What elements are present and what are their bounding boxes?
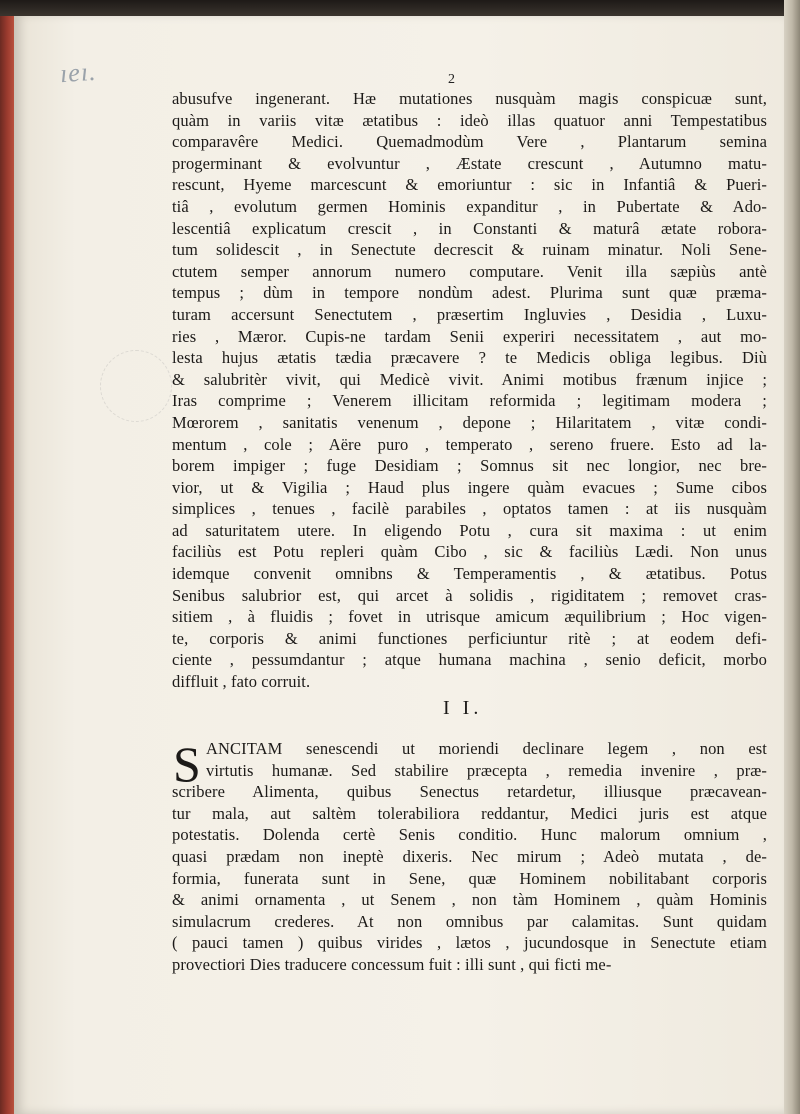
text-line: idemque convenit omnibns & Temperamentis , & ætatibus. Potus <box>172 564 767 584</box>
text-line: tiâ , evolutum germen Hominis expanditur , in Pubertate & Ado- <box>172 196 767 216</box>
paragraph-1 <box>172 88 767 693</box>
text-line: ries , Mæror. Cupis-ne tardam Senii experiri necessitatem , aut mo- <box>172 326 767 346</box>
drop-cap: S <box>173 736 201 792</box>
text-line: turam accersunt Senectutem , præsertim Ingluvies , Desidia , Luxu- <box>172 304 767 324</box>
text-line: potestatis. Dolenda certè Senis conditio. Hunc malorum omnium , <box>172 825 767 845</box>
text-line: borem impiger ; fuge Desidiam ; Somnus sit nec longior, nec bre- <box>172 456 767 476</box>
text-line: quasi prædam non ineptè dixeris. Nec mirum ; Adeò mutata , de- <box>172 846 767 866</box>
text-line: ( pauci tamen ) quibus virides , lætos , jucundosque in Senectute etiam <box>172 933 767 953</box>
top-shadow-edge <box>0 0 800 16</box>
text-line: quàm in variis vitæ ætatibus : ideò illas quatuor anni Tempestatibus <box>172 110 767 130</box>
right-page-edge <box>784 0 800 1114</box>
signature-mark: 2 <box>448 72 455 87</box>
text-line: provectiori Dies traducere concessum fuit : illi sunt , qui ficti me- <box>172 954 612 974</box>
text-line: rescunt, Hyeme marcescunt & emoriuntur : sic in Infantiâ & Pueri- <box>172 175 767 195</box>
text-line: comparavêre Medici. Quemadmodùm Vere , Plantarum semina <box>172 132 767 152</box>
text-line: scribere Alimenta, quibus Senectus retardetur, illiusque præcavean- <box>172 782 767 802</box>
text-line: abusufve ingenerant. Hæ mutationes nusquàm magis conspicuæ sunt, <box>172 89 767 108</box>
text-line: vior, ut & Vigilia ; Haud plus ingere quàm evacues ; Sume cibos <box>172 477 767 497</box>
text-line: virtutis humanæ. Sed stabilire præcepta , remedia invenire , præ- <box>206 760 767 780</box>
text-line: & animi ornamenta , ut Senem , non tàm Hominem , quàm Hominis <box>172 890 767 910</box>
text-line: Senibus salubrior est, qui arcet à solidis , rigiditatem ; removet cras- <box>172 585 767 605</box>
text-line: simulacrum crederes. At non omnibus par calamitas. Sunt quidam <box>172 911 767 931</box>
text-line: Mœrorem , sanitatis venenum , depone ; Hilaritatem , vitæ condi- <box>172 412 767 432</box>
text-line: ad saturitatem utere. In eligendo Potu , cura sit maxima : ut enim <box>172 520 767 540</box>
text-line: tur mala, aut saltèm tolerabiliora reddantur, Medici juris est atque <box>172 803 767 823</box>
text-line: ANCITAM senescendi ut moriendi declinare legem , non est <box>206 739 767 758</box>
text-line: sitiem , à fluidis ; fovet in utrisque amicum æquilibrium ; Hoc vigen- <box>172 607 767 627</box>
handwritten-page-number: ıeı. <box>58 56 98 89</box>
text-line: te, corporis & animi functiones perficiuntur ritè ; at eodem defi- <box>172 628 767 648</box>
text-line: mentum , cole ; Aëre puro , temperato , sereno fruere. Esto ad la- <box>172 434 767 454</box>
text-line: ciente , pessumdantur ; atque humana machina , senio deficit, morbo <box>172 650 767 670</box>
paragraph-2 <box>172 738 767 976</box>
text-line: Iras comprime ; Venerem illicitam reformida ; legitimam modera ; <box>172 391 767 411</box>
text-line: faciliùs est Potu repleri quàm Cibo , sic & faciliùs Lædi. Non unus <box>172 542 767 562</box>
section-number: I I. <box>443 697 483 719</box>
text-line: tum solidescit , in Senectute decrescit & ruinam minatur. Noli Sene- <box>172 240 767 260</box>
text-line: tempus ; dùm in tempore nondùm adest. Plurima sunt quæ præma- <box>172 283 767 303</box>
text-line: lesta hujus ætatis tædia præcavere ? te Medicis obliga legibus. Diù <box>172 348 767 368</box>
text-line: diffluit , fato corruit. <box>172 672 311 692</box>
text-line: simplices , tenues , facilè parabiles , optatos tamen : at iis nusquàm <box>172 499 767 519</box>
text-line: & salubritèr vivit, qui Medicè vivit. Animi motibus frænum injice ; <box>172 369 767 389</box>
library-stamp-faint <box>100 350 172 422</box>
text-line: ctutem semper annorum numero computare. Venit illa sæpiùs antè <box>172 261 767 281</box>
text-line: progerminant & evolvuntur , Æstate crescunt , Autumno matu- <box>172 153 767 173</box>
text-line: formia, funerata sunt in Sene, quæ Hominem nobilitabant corporis <box>172 868 767 888</box>
text-line: lescentiâ explicatum crescit , in Constanti & maturâ ætate robora- <box>172 218 767 238</box>
book-binding-edge <box>0 0 14 1114</box>
